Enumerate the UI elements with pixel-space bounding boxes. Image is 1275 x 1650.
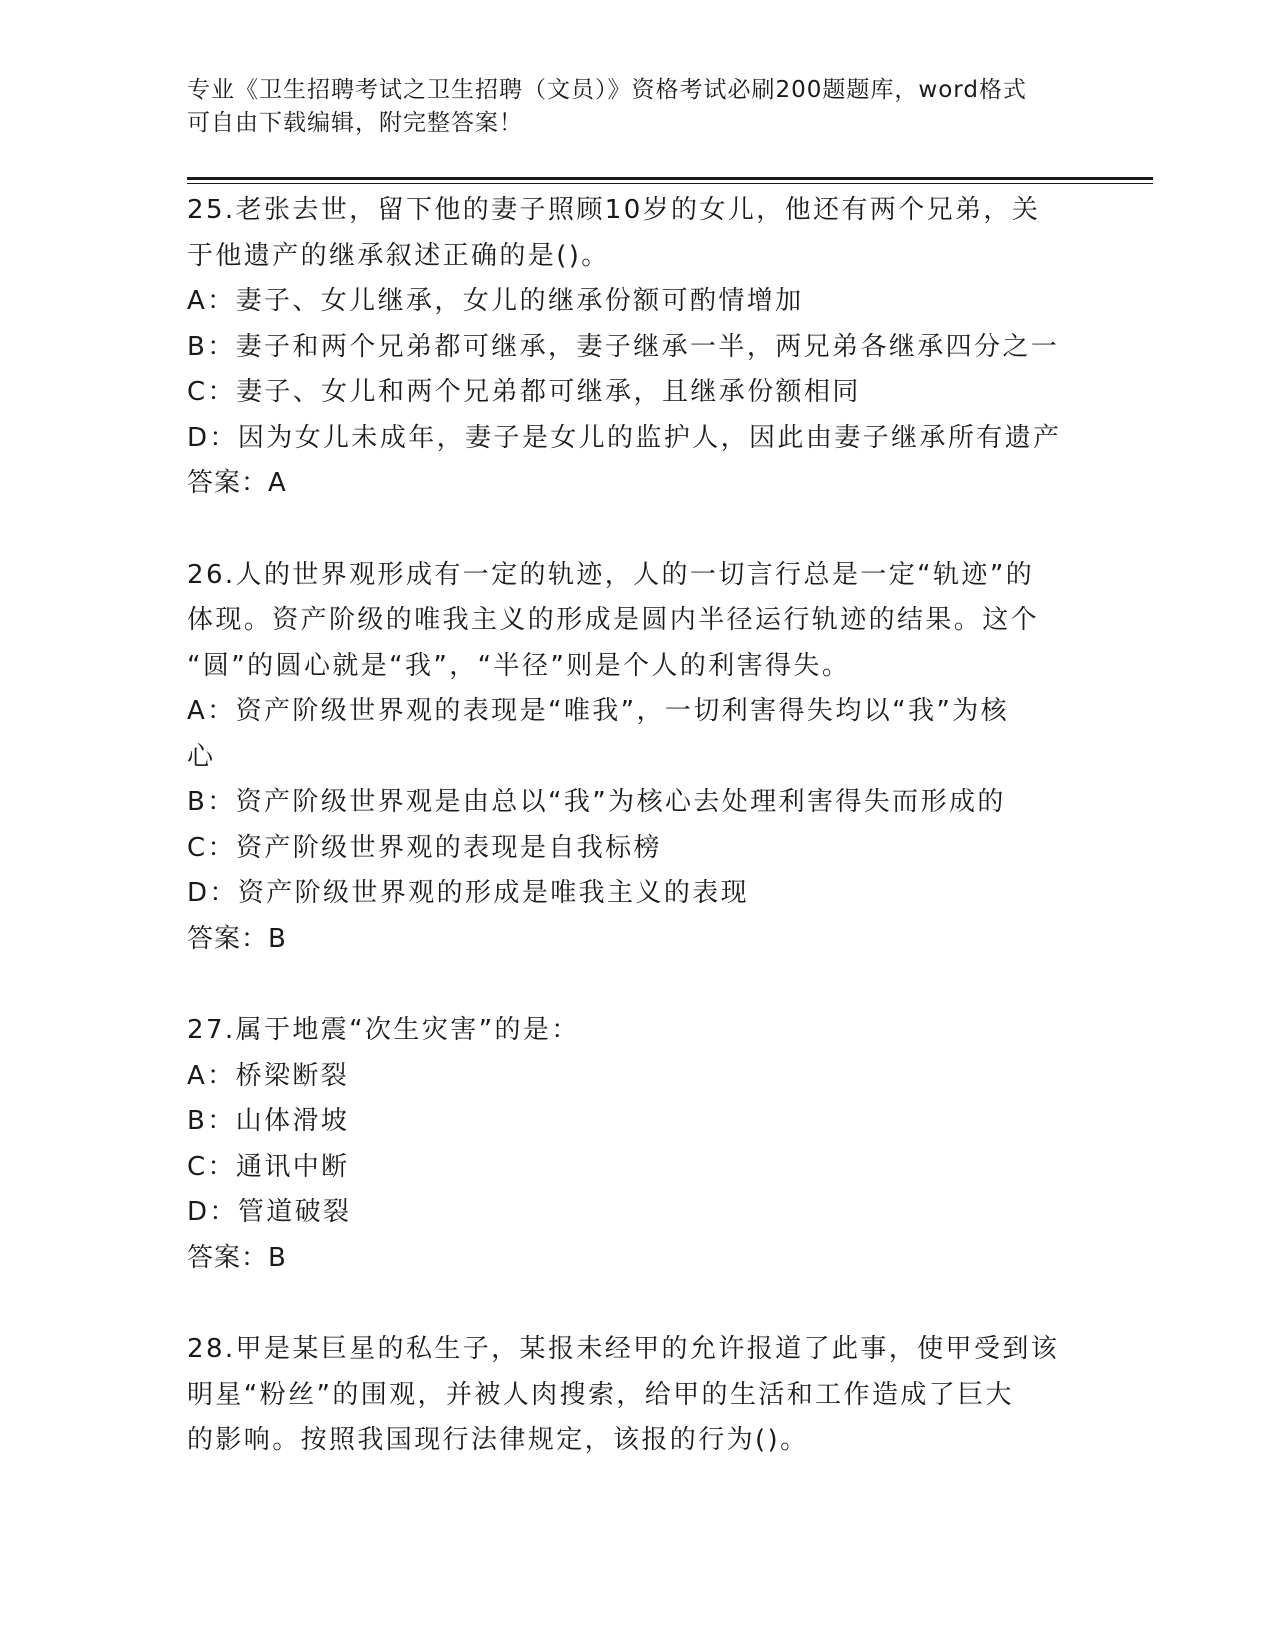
answer-line: 答案：B (187, 1242, 287, 1273)
question-stem-line: “圆”的圆心就是“我”，“半径”则是个人的利害得失。 (187, 650, 851, 681)
question-stem-line: 于他遗产的继承叙述正确的是()。 (187, 240, 610, 271)
question-list (187, 188, 1087, 1510)
header-divider-thin (187, 183, 1153, 184)
header-divider-thick (187, 177, 1153, 180)
option-line: C：通讯中断 (187, 1151, 350, 1182)
option-line: A：妻子、女儿继承，女儿的继承份额可酌情增加 (187, 286, 804, 316)
question-block (187, 1327, 1087, 1464)
option-line: 心 (187, 741, 216, 772)
option-line: B：妻子和两个兄弟都可继承，妻子继承一半，两兄弟各继承四分之一 (187, 331, 1060, 362)
question-stem-line: 27.属于地震“次生灾害”的是： (187, 1015, 580, 1045)
header-line-1: 专业《卫生招聘考试之卫生招聘（文员）》资格考试必刷200题题库，word格式 (187, 77, 1027, 103)
option-line: A：桥梁断裂 (187, 1060, 350, 1091)
option-line: B：山体滑坡 (187, 1106, 350, 1136)
question-stem-line: 28.甲是某巨星的私生子，某报未经甲的允许报道了此事，使甲受到该 (187, 1334, 1060, 1364)
question-stem-line: 25.老张去世，留下他的妻子照顾10岁的女儿，他还有两个兄弟，关 (187, 195, 1041, 225)
option-line: D：因为女儿未成年，妻子是女儿的监护人，因此由妻子继承所有遗产 (187, 422, 1062, 453)
question-stem-line: 体现。资产阶级的唯我主义的形成是圆内半径运行轨迹的结果。这个 (187, 605, 1040, 635)
option-line: A：资产阶级世界观的表现是“唯我”，一切利害得失均以“我”为核 (187, 696, 1010, 726)
question-stem-line: 的影响。按照我国现行法律规定，该报的行为()。 (187, 1425, 809, 1455)
document-header (187, 74, 1077, 140)
question-block (187, 188, 1087, 507)
option-line: C：资产阶级世界观的表现是自我标榜 (187, 832, 662, 863)
option-line: D：管道破裂 (187, 1197, 352, 1227)
header-line-2: 可自由下载编辑，附完整答案！ (187, 110, 523, 136)
option-line: D：资产阶级世界观的形成是唯我主义的表现 (187, 878, 750, 908)
answer-line: 答案：B (187, 923, 287, 954)
question-block (187, 553, 1087, 963)
option-line: B：资产阶级世界观是由总以“我”为核心去处理利害得失而形成的 (187, 787, 1006, 817)
question-stem-line: 明星“粉丝”的围观，并被人肉搜索，给甲的生活和工作造成了巨大 (187, 1379, 1014, 1410)
question-block (187, 1008, 1087, 1281)
option-line: C：妻子、女儿和两个兄弟都可继承，且继承份额相同 (187, 377, 861, 407)
answer-line: 答案：A (187, 468, 287, 498)
question-stem-line: 26.人的世界观形成有一定的轨迹，人的一切言行总是一定“轨迹”的 (187, 559, 1035, 590)
